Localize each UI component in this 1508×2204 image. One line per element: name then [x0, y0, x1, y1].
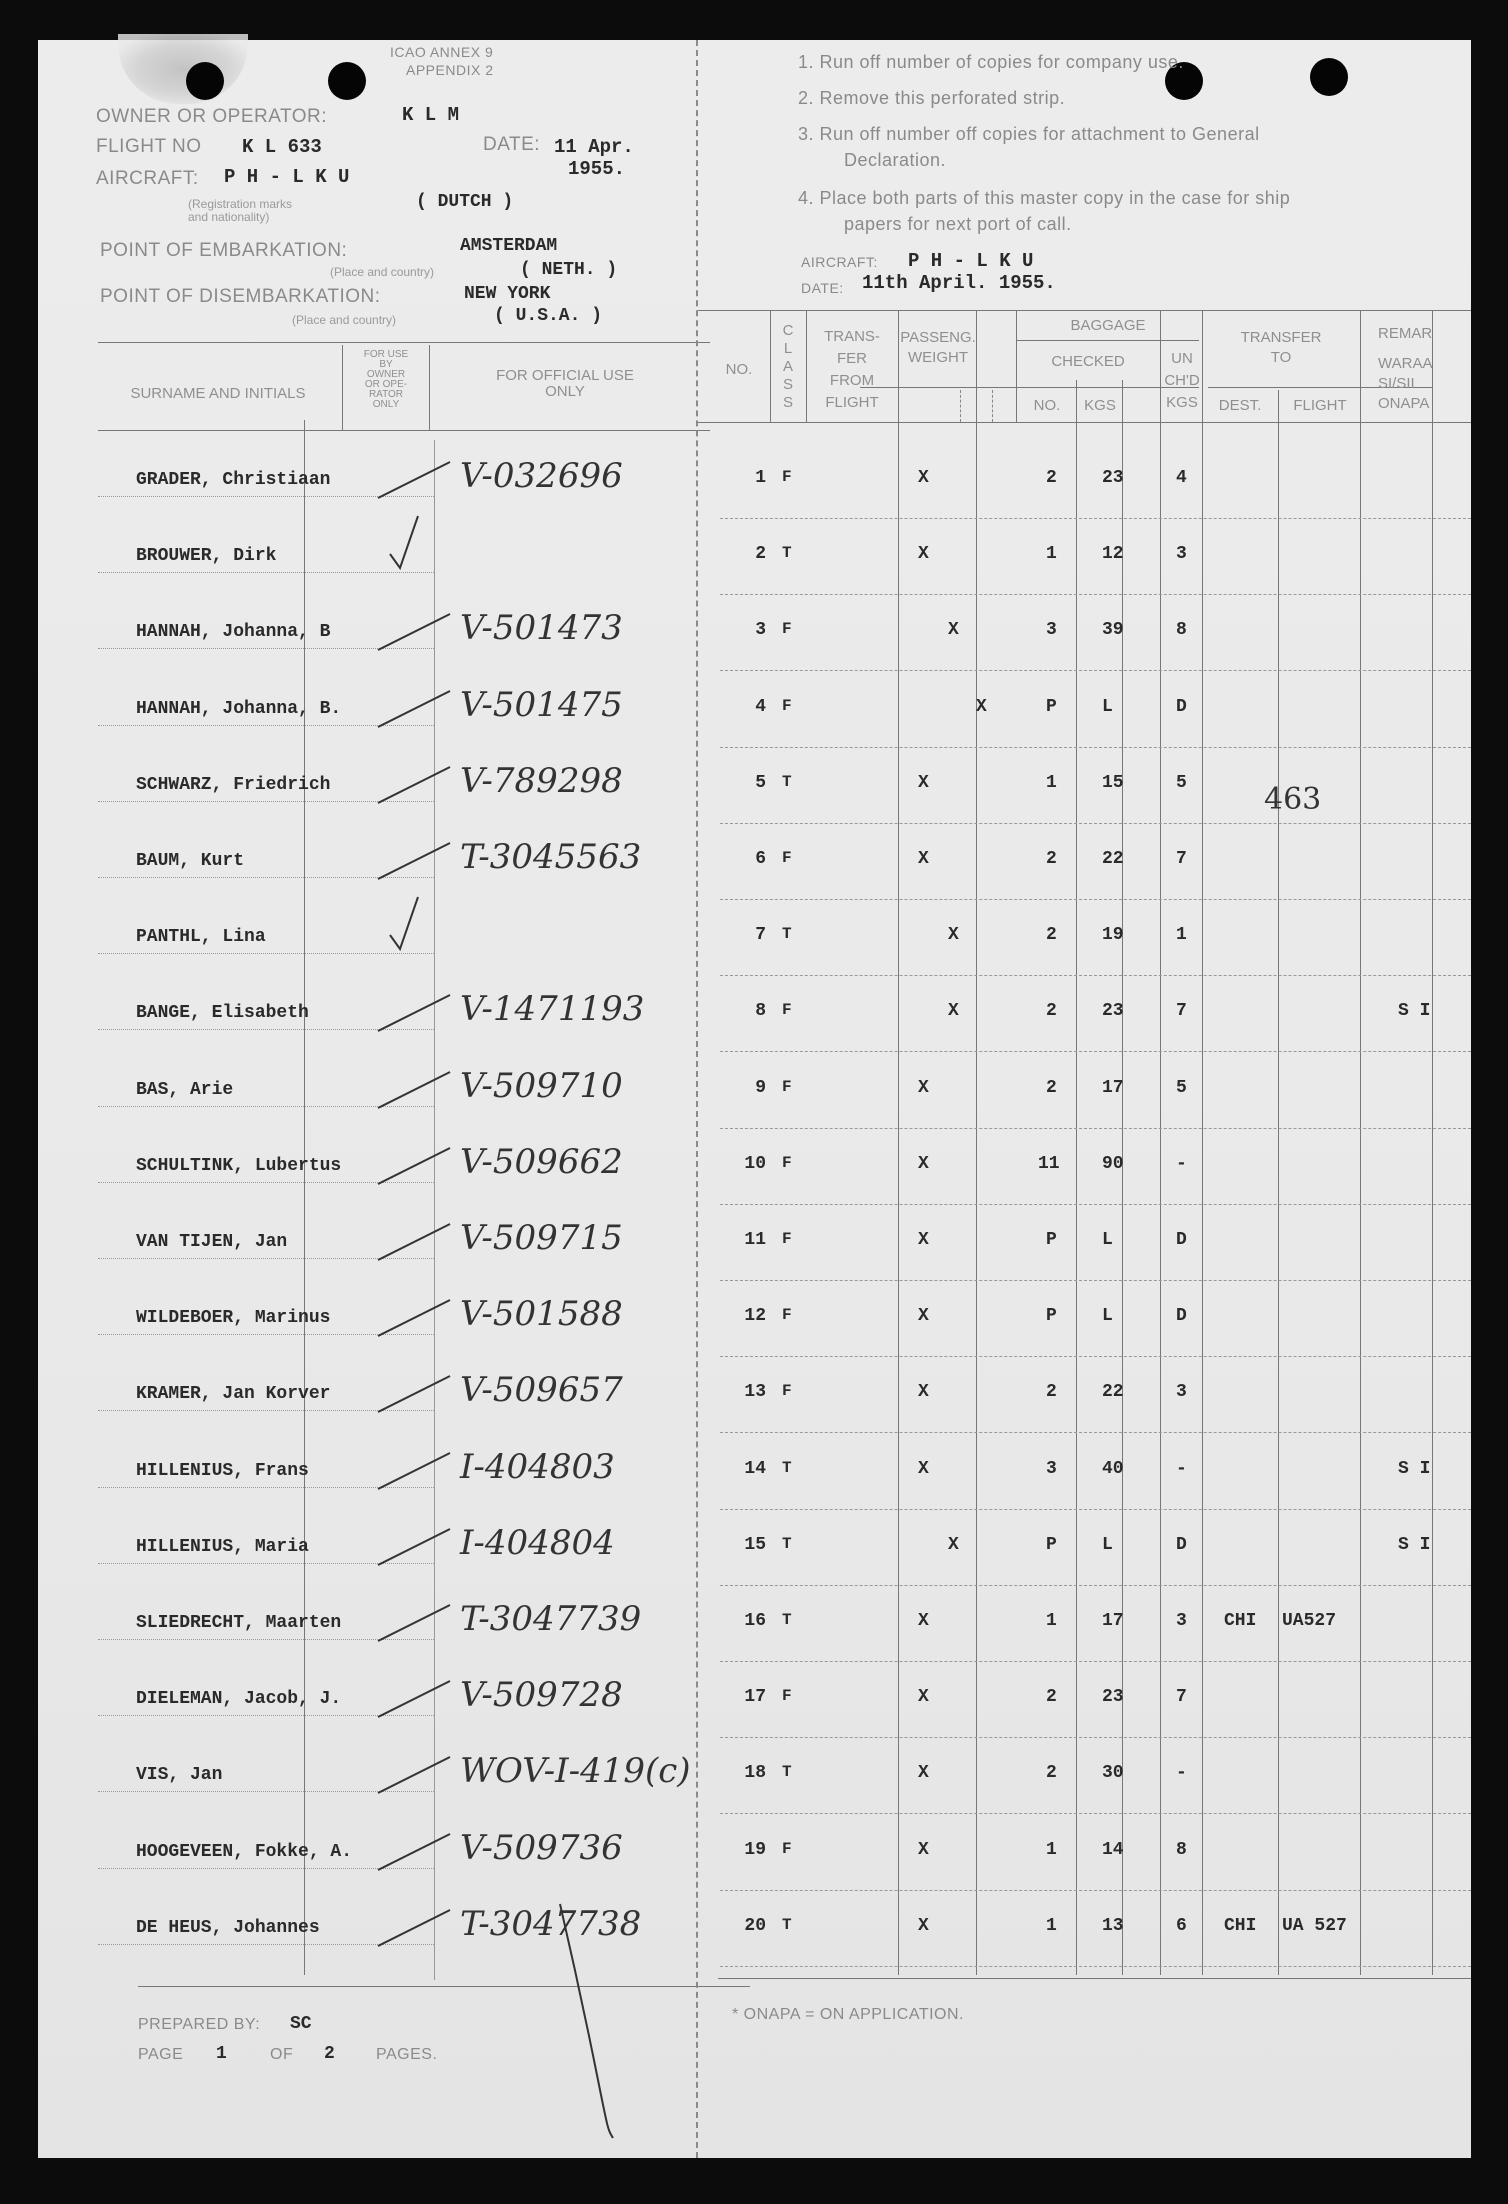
unchecked-kgs: 8 — [1176, 1840, 1187, 1860]
check-stroke — [378, 1224, 450, 1260]
owner-use-line: ONLY — [372, 399, 400, 410]
passenger-name: GRADER, Christiaan — [136, 470, 331, 490]
passenger-name: DIELEMAN, Jacob, J. — [136, 1689, 342, 1709]
check-stroke — [378, 1605, 450, 1641]
class-code: T — [782, 1916, 792, 1934]
unchecked-kgs: D — [1176, 697, 1187, 717]
pages-label: PAGES. — [376, 2046, 438, 2063]
flight-label: FLIGHT NO — [96, 136, 202, 157]
unchecked-kgs: 8 — [1176, 620, 1187, 640]
col-bag-no: NO. — [1033, 397, 1061, 414]
row-number: 1 — [755, 468, 766, 488]
check-stroke — [378, 995, 450, 1031]
of-label: OF — [270, 2046, 294, 2063]
right-date-value: 11th April. 1955. — [862, 272, 1056, 294]
passenger-name: DE HEUS, Johannes — [136, 1918, 320, 1938]
embark-value: AMSTERDAM — [460, 236, 558, 256]
official-number: V-501473 — [460, 608, 623, 648]
owner-use-line: BY — [379, 359, 393, 370]
official-number: T-3045563 — [460, 837, 642, 877]
class-code: F — [782, 1078, 792, 1096]
bag-kgs: 39 — [1102, 620, 1124, 640]
owner-value: K L M — [402, 104, 460, 126]
bag-count: 3 — [1046, 1459, 1057, 1479]
right-aircraft-label: AIRCRAFT: — [801, 254, 878, 270]
bag-kgs: 90 — [1102, 1154, 1124, 1174]
official-number: V-509662 — [460, 1142, 623, 1182]
bag-count: 2 — [1046, 849, 1057, 869]
bag-kgs: L — [1102, 1535, 1113, 1555]
right-date-label: DATE: — [801, 280, 844, 296]
passenger-name: HANNAH, Johanna, B. — [136, 699, 342, 719]
unchecked-kgs: 1 — [1176, 925, 1187, 945]
bag-kgs: 22 — [1102, 849, 1124, 869]
instruction-3: 3. Run off number off copies for attachment to General — [798, 124, 1260, 144]
bag-count: 2 — [1046, 925, 1057, 945]
disembark-label: POINT OF DISEMBARKATION: — [100, 286, 381, 307]
bag-count: 1 — [1046, 1916, 1057, 1936]
weight-mark: X — [918, 1687, 929, 1707]
unchecked-kgs: 3 — [1176, 1611, 1187, 1631]
transfer-to-line: TRANSFER — [1240, 329, 1322, 346]
bag-count: 11 — [1038, 1154, 1060, 1174]
official-number: WOV-I-419(c) — [460, 1751, 691, 1791]
remark-code: S I — [1398, 1535, 1431, 1555]
unchecked-kgs: 5 — [1176, 773, 1187, 793]
prepared-label: PREPARED BY: — [138, 2016, 261, 2033]
weight-mark: X — [918, 1078, 929, 1098]
class-code: T — [782, 1763, 792, 1781]
bag-count: 2 — [1046, 1001, 1057, 1021]
embark-label: POINT OF EMBARKATION: — [100, 240, 348, 261]
transfer-from-line: FER — [837, 350, 867, 367]
page-label: PAGE — [138, 2046, 184, 2063]
passenger-name: HILLENIUS, Maria — [136, 1537, 309, 1557]
official-number: V-509710 — [460, 1066, 623, 1106]
bag-kgs: 13 — [1102, 1916, 1124, 1936]
unchecked-kgs: 7 — [1176, 849, 1187, 869]
row-number: 20 — [744, 1916, 766, 1936]
remark-code: S I — [1398, 1459, 1431, 1479]
transfer-to-line: TO — [1270, 349, 1292, 366]
weight-mark: X — [976, 697, 987, 717]
unchecked-kgs: 3 — [1176, 1382, 1187, 1402]
bag-kgs: L — [1102, 1306, 1113, 1326]
check-stroke — [390, 516, 418, 568]
disembark-place-note: (Place and country) — [292, 313, 397, 327]
bag-kgs: 40 — [1102, 1459, 1124, 1479]
embark-country: ( NETH. ) — [520, 260, 618, 280]
official-number: V-509728 — [460, 1675, 623, 1715]
unchecked-kgs: 7 — [1176, 1687, 1187, 1707]
row-number: 12 — [744, 1306, 766, 1326]
bag-kgs: 15 — [1102, 773, 1124, 793]
bag-count: P — [1046, 1230, 1057, 1250]
col-surname: SURNAME AND INITIALS — [130, 385, 306, 402]
row-number: 11 — [744, 1230, 766, 1250]
date-value-1: 11 Apr. — [554, 136, 634, 158]
class-letter: S — [782, 394, 793, 411]
handwritten-strokes — [38, 40, 1471, 2158]
class-code: F — [782, 1687, 792, 1705]
class-letter: L — [783, 340, 793, 357]
weight-mark: X — [918, 1459, 929, 1479]
weight-mark: X — [918, 1154, 929, 1174]
nationality-value: ( DUTCH ) — [416, 192, 514, 212]
transfer-flight: UA 527 — [1282, 1916, 1347, 1936]
weight-mark: X — [918, 1230, 929, 1250]
disembark-country: ( U.S.A. ) — [494, 306, 603, 326]
row-number: 2 — [755, 544, 766, 564]
unchecked-line: CH'D — [1164, 372, 1200, 389]
unchecked-kgs: D — [1176, 1230, 1187, 1250]
bag-count: 2 — [1046, 468, 1057, 488]
class-code: F — [782, 620, 792, 638]
check-stroke — [378, 767, 450, 803]
transfer-dest: CHI — [1224, 1916, 1257, 1936]
weight-mark: X — [918, 1840, 929, 1860]
unchecked-kgs: 3 — [1176, 544, 1187, 564]
class-code: F — [782, 1230, 792, 1248]
bag-count: P — [1046, 697, 1057, 717]
class-code: F — [782, 1840, 792, 1858]
check-stroke — [378, 1148, 450, 1184]
bag-kgs: L — [1102, 1230, 1113, 1250]
aircraft-value: P H - L K U — [224, 166, 350, 188]
check-stroke — [378, 462, 450, 498]
passenger-name: VIS, Jan — [136, 1765, 223, 1785]
class-code: T — [782, 544, 792, 562]
flight-value: K L 633 — [242, 136, 322, 158]
row-number: 5 — [755, 773, 766, 793]
weight-mark: X — [918, 1763, 929, 1783]
check-stroke — [378, 1453, 450, 1489]
row-number: 15 — [744, 1535, 766, 1555]
passenger-name: PANTHL, Lina — [136, 927, 266, 947]
official-use-line: ONLY — [545, 383, 585, 400]
unchecked-line: UN — [1171, 350, 1193, 367]
bag-kgs: 19 — [1102, 925, 1124, 945]
passenger-name: SLIEDRECHT, Maarten — [136, 1613, 342, 1633]
weight-line: PASSENG. — [900, 329, 976, 346]
official-number: V-032696 — [460, 456, 623, 496]
row-number: 16 — [744, 1611, 766, 1631]
row-number: 8 — [755, 1001, 766, 1021]
weight-line: WEIGHT — [908, 349, 968, 366]
instruction-1: 1. Run off number of copies for company use. — [798, 52, 1184, 72]
row-number: 3 — [755, 620, 766, 640]
passenger-name: HANNAH, Johanna, B — [136, 622, 331, 642]
bag-count: 2 — [1046, 1382, 1057, 1402]
bag-kgs: 23 — [1102, 468, 1124, 488]
unchecked-kgs: 4 — [1176, 468, 1187, 488]
class-code: F — [782, 697, 792, 715]
check-stroke — [378, 1757, 450, 1793]
right-aircraft-value: P H - L K U — [908, 250, 1034, 272]
official-number: V-789298 — [460, 761, 623, 801]
bag-kgs: 23 — [1102, 1687, 1124, 1707]
official-number: T-3047739 — [460, 1599, 642, 1639]
row-number: 14 — [744, 1459, 766, 1479]
weight-mark: X — [918, 468, 929, 488]
row-number: 9 — [755, 1078, 766, 1098]
class-code: T — [782, 1535, 792, 1553]
weight-mark: X — [948, 925, 959, 945]
unchecked-kgs: - — [1176, 1459, 1187, 1479]
check-stroke — [378, 1072, 450, 1108]
weight-mark: X — [918, 1306, 929, 1326]
passenger-name: SCHULTINK, Lubertus — [136, 1156, 342, 1176]
remarks-sub-line: ONAPA — [1378, 395, 1430, 412]
row-number: 13 — [744, 1382, 766, 1402]
bag-count: 2 — [1046, 1078, 1057, 1098]
class-code: F — [782, 1306, 792, 1324]
row-number: 17 — [744, 1687, 766, 1707]
unchecked-kgs: - — [1176, 1763, 1187, 1783]
class-letter: S — [782, 376, 793, 393]
passenger-name: KRAMER, Jan Korver — [136, 1384, 331, 1404]
transfer-from-line: TRANS- — [824, 328, 880, 345]
embark-place-note: (Place and country) — [330, 265, 435, 279]
owner-label: OWNER OR OPERATOR: — [96, 106, 328, 127]
weight-mark: X — [918, 773, 929, 793]
onapa-note: * ONAPA = ON APPLICATION. — [732, 2006, 964, 2023]
passenger-name: WILDEBOER, Marinus — [136, 1308, 331, 1328]
bag-count: 1 — [1046, 1611, 1057, 1631]
bag-count: 2 — [1046, 1687, 1057, 1707]
transfer-from-line: FROM — [829, 372, 875, 389]
weight-mark: X — [918, 849, 929, 869]
passenger-name: BAS, Arie — [136, 1080, 234, 1100]
row-number: 18 — [744, 1763, 766, 1783]
row-number: 6 — [755, 849, 766, 869]
official-number: I-404804 — [460, 1523, 615, 1563]
row-number: 10 — [744, 1154, 766, 1174]
official-number: V-1471193 — [460, 989, 645, 1029]
owner-use-line: FOR USE — [363, 349, 409, 360]
check-stroke — [378, 1376, 450, 1412]
transfer-flight: UA527 — [1282, 1611, 1337, 1631]
manifest-sheet — [38, 40, 1471, 2158]
weight-mark: X — [918, 1382, 929, 1402]
pages-value: 2 — [324, 2044, 335, 2064]
bag-kgs: 23 — [1102, 1001, 1124, 1021]
disembark-value: NEW YORK — [464, 284, 551, 304]
prepared-value: SC — [290, 2014, 312, 2034]
check-stroke — [390, 897, 418, 949]
passenger-name: BROUWER, Dirk — [136, 546, 277, 566]
class-code: T — [782, 1611, 792, 1629]
bag-count: 2 — [1046, 1763, 1057, 1783]
col-checked: CHECKED — [1051, 353, 1125, 370]
instruction-2: 2. Remove this perforated strip. — [798, 88, 1066, 108]
weight-mark: X — [948, 620, 959, 640]
check-stroke — [378, 1300, 450, 1336]
weight-mark: X — [948, 1535, 959, 1555]
bag-kgs: 17 — [1102, 1078, 1124, 1098]
passenger-name: VAN TIJEN, Jan — [136, 1232, 288, 1252]
check-stroke — [378, 691, 450, 727]
official-number: V-509715 — [460, 1218, 623, 1258]
bag-count: 1 — [1046, 544, 1057, 564]
bag-count: P — [1046, 1306, 1057, 1326]
class-letter: A — [782, 358, 793, 375]
bag-kgs: 17 — [1102, 1611, 1124, 1631]
check-stroke — [378, 843, 450, 879]
remarks-sub-line: SI/SII — [1378, 375, 1415, 392]
unchecked-kgs: D — [1176, 1535, 1187, 1555]
class-code: T — [782, 925, 792, 943]
reg-note-1: (Registration marks — [188, 197, 293, 211]
owner-use-line: OR OPE- — [364, 379, 408, 390]
passenger-name: BANGE, Elisabeth — [136, 1003, 309, 1023]
official-number: V-509736 — [460, 1828, 623, 1868]
official-number: T-3047738 — [460, 1904, 642, 1944]
bag-kgs: L — [1102, 697, 1113, 717]
official-number: V-501588 — [460, 1294, 623, 1334]
transfer-from-line: FLIGHT — [825, 394, 879, 411]
aircraft-label: AIRCRAFT: — [96, 168, 199, 189]
reg-note-2: and nationality) — [188, 210, 270, 224]
row-number: 19 — [744, 1840, 766, 1860]
col-baggage: BAGGAGE — [1070, 317, 1146, 334]
weight-mark: X — [918, 1916, 929, 1936]
class-code: T — [782, 773, 792, 791]
owner-use-line: RATOR — [368, 389, 404, 400]
class-code: T — [782, 1459, 792, 1477]
unchecked-line: KGS — [1166, 394, 1198, 411]
row-number: 4 — [755, 697, 766, 717]
owner-use-line: OWNER — [366, 369, 406, 380]
bag-count: 1 — [1046, 773, 1057, 793]
bag-kgs: 22 — [1102, 1382, 1124, 1402]
check-stroke — [378, 614, 450, 650]
col-flight: FLIGHT — [1293, 397, 1347, 414]
col-remarks: REMAR — [1378, 325, 1433, 342]
instruction-4: 4. Place both parts of this master copy in the case for ship — [798, 188, 1291, 208]
bag-count: 1 — [1046, 1840, 1057, 1860]
row-number: 7 — [755, 925, 766, 945]
check-stroke — [378, 1834, 450, 1870]
bag-kgs: 14 — [1102, 1840, 1124, 1860]
class-code: F — [782, 1154, 792, 1172]
passenger-name: HOOGEVEEN, Fokke, A. — [136, 1842, 353, 1862]
instruction-3b: Declaration. — [844, 150, 947, 170]
page-value: 1 — [216, 2044, 227, 2064]
weight-mark: X — [948, 1001, 959, 1021]
check-stroke — [378, 1681, 450, 1717]
class-code: F — [782, 1001, 792, 1019]
official-use-line: FOR OFFICIAL USE — [496, 367, 634, 384]
unchecked-kgs: D — [1176, 1306, 1187, 1326]
official-number: I-404803 — [460, 1447, 615, 1487]
transfer-dest: CHI — [1224, 1611, 1257, 1631]
date-label: DATE: — [483, 134, 541, 155]
unchecked-kgs: 7 — [1176, 1001, 1187, 1021]
check-stroke — [378, 1529, 450, 1565]
appendix-label: APPENDIX 2 — [406, 62, 494, 78]
check-stroke — [378, 1910, 450, 1946]
margin-note: 463 — [1264, 782, 1322, 817]
unchecked-kgs: - — [1176, 1154, 1187, 1174]
bag-count: P — [1046, 1535, 1057, 1555]
weight-mark: X — [918, 544, 929, 564]
date-value-2: 1955. — [568, 158, 626, 180]
bag-kgs: 30 — [1102, 1763, 1124, 1783]
official-number: V-501475 — [460, 685, 623, 725]
unchecked-kgs: 6 — [1176, 1916, 1187, 1936]
remark-code: S I — [1398, 1001, 1431, 1021]
col-no: NO. — [725, 361, 753, 378]
instruction-4b: papers for next port of call. — [844, 214, 1072, 234]
bag-kgs: 12 — [1102, 544, 1124, 564]
class-code: F — [782, 849, 792, 867]
passenger-name: HILLENIUS, Frans — [136, 1461, 309, 1481]
bag-count: 3 — [1046, 620, 1057, 640]
icao-label: ICAO ANNEX 9 — [390, 44, 494, 60]
passenger-name: SCHWARZ, Friedrich — [136, 775, 331, 795]
class-code: F — [782, 1382, 792, 1400]
unchecked-kgs: 5 — [1176, 1078, 1187, 1098]
class-letter: C — [782, 322, 794, 339]
weight-mark: X — [918, 1611, 929, 1631]
col-kgs: KGS — [1084, 397, 1116, 414]
col-dest: DEST. — [1218, 397, 1262, 414]
passenger-name: BAUM, Kurt — [136, 851, 245, 871]
official-number: V-509657 — [460, 1370, 623, 1410]
remarks-sub-line: WARAA — [1378, 355, 1433, 372]
class-code: F — [782, 468, 792, 486]
